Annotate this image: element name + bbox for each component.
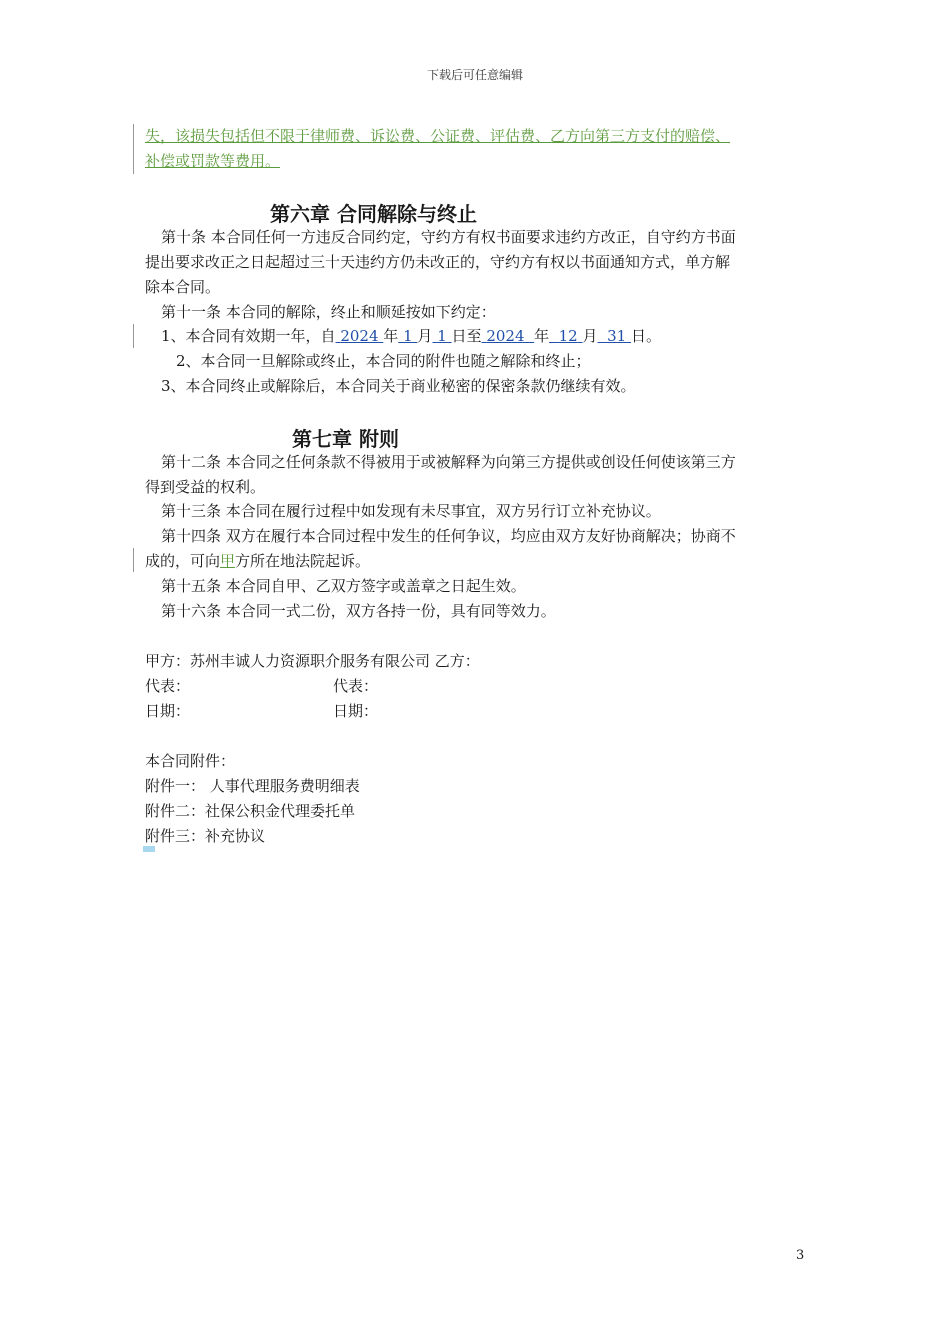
article-14-text: 方所在地法院起诉。 xyxy=(235,552,371,570)
attachment-item: 附件一： 人事代理服务费明细表 xyxy=(145,777,360,795)
end-month-field[interactable]: 12 xyxy=(558,327,578,345)
text-cursor-highlight xyxy=(143,846,155,852)
month-unit: 月 xyxy=(582,327,598,345)
day-unit: 日。 xyxy=(630,327,661,345)
start-year-field[interactable]: 2024 xyxy=(340,327,379,345)
page-header: 下载后可任意编辑 xyxy=(426,68,523,82)
attachment-item: 附件二：社保公积金代理委托单 xyxy=(145,802,356,820)
clause-item-2: 2、本合同一旦解除或终止，本合同的附件也随之解除和终止； xyxy=(176,352,591,370)
party-a-date: 日期： xyxy=(145,702,191,720)
clause-item-3: 3、本合同终止或解除后，本合同关于商业秘密的保密条款仍继续有效。 xyxy=(161,377,636,395)
tracked-text-line: 补偿或罚款等费用。 xyxy=(145,152,281,170)
party-a-representative: 代表： xyxy=(145,677,191,695)
day-unit: 日至 xyxy=(451,327,482,345)
party-b-representative: 代表： xyxy=(333,677,379,695)
page-number: 3 xyxy=(796,1248,805,1263)
article-14-text: 成的，可向 xyxy=(145,552,221,570)
article-11: 第十一条 本合同的解除，终止和顺延按如下约定： xyxy=(161,303,496,321)
chapter-6-title: 第六章 合同解除与终止 xyxy=(270,202,477,226)
article-13: 第十三条 本合同在履行过程中如发现有未尽事宜，双方另行订立补充协议。 xyxy=(161,502,661,520)
article-10-line: 第十条 本合同任何一方违反合同约定，守约方有权书面要求违约方改正，自守约方书面 xyxy=(161,228,736,246)
article-14-line xyxy=(145,551,370,571)
tracked-insert: 甲 xyxy=(220,552,236,570)
term-prefix: 1、本合同有效期一年，自 xyxy=(161,327,336,345)
article-12-line: 第十二条 本合同之任何条款不得被用于或被解释为向第三方提供或创设任何使该第三方 xyxy=(161,453,736,471)
party-line: 甲方：苏州丰诚人力资源职介服务有限公司 乙方： xyxy=(145,652,480,670)
attachment-item: 附件三：补充协议 xyxy=(145,827,266,845)
chapter-7-title: 第七章 附则 xyxy=(292,427,399,451)
article-12-line: 得到受益的权利。 xyxy=(145,478,266,496)
article-14-line: 第十四条 双方在履行本合同过程中发生的任何争议，均应由双方友好协商解决；协商不 xyxy=(161,527,736,545)
article-10-line: 除本合同。 xyxy=(145,278,221,296)
change-bar xyxy=(133,124,134,174)
start-month-field[interactable]: 1 xyxy=(403,327,413,345)
year-unit: 年 xyxy=(534,327,550,345)
article-15: 第十五条 本合同自甲、乙双方签字或盖章之日起生效。 xyxy=(161,577,526,595)
article-10-line: 提出要求改正之日起超过三十天违约方仍未改正的，守约方有权以书面通知方式，单方解 xyxy=(145,253,731,271)
change-bar xyxy=(133,548,134,572)
article-16: 第十六条 本合同一式二份，双方各持一份，具有同等效力。 xyxy=(161,602,556,620)
contract-term-line xyxy=(161,326,661,346)
tracked-text-line: 失，该损失包括但不限于律师费、诉讼费、公证费、评估费、乙方向第三方支付的赔偿、 xyxy=(145,127,731,145)
attachments-title: 本合同附件： xyxy=(145,752,236,770)
end-day-field[interactable]: 31 xyxy=(607,327,627,345)
party-b-date: 日期： xyxy=(333,702,379,720)
month-unit: 月 xyxy=(417,327,433,345)
year-unit: 年 xyxy=(383,327,399,345)
end-year-field[interactable]: 2024 xyxy=(486,327,525,345)
start-day-field[interactable]: 1 xyxy=(437,327,447,345)
change-bar xyxy=(133,324,134,348)
